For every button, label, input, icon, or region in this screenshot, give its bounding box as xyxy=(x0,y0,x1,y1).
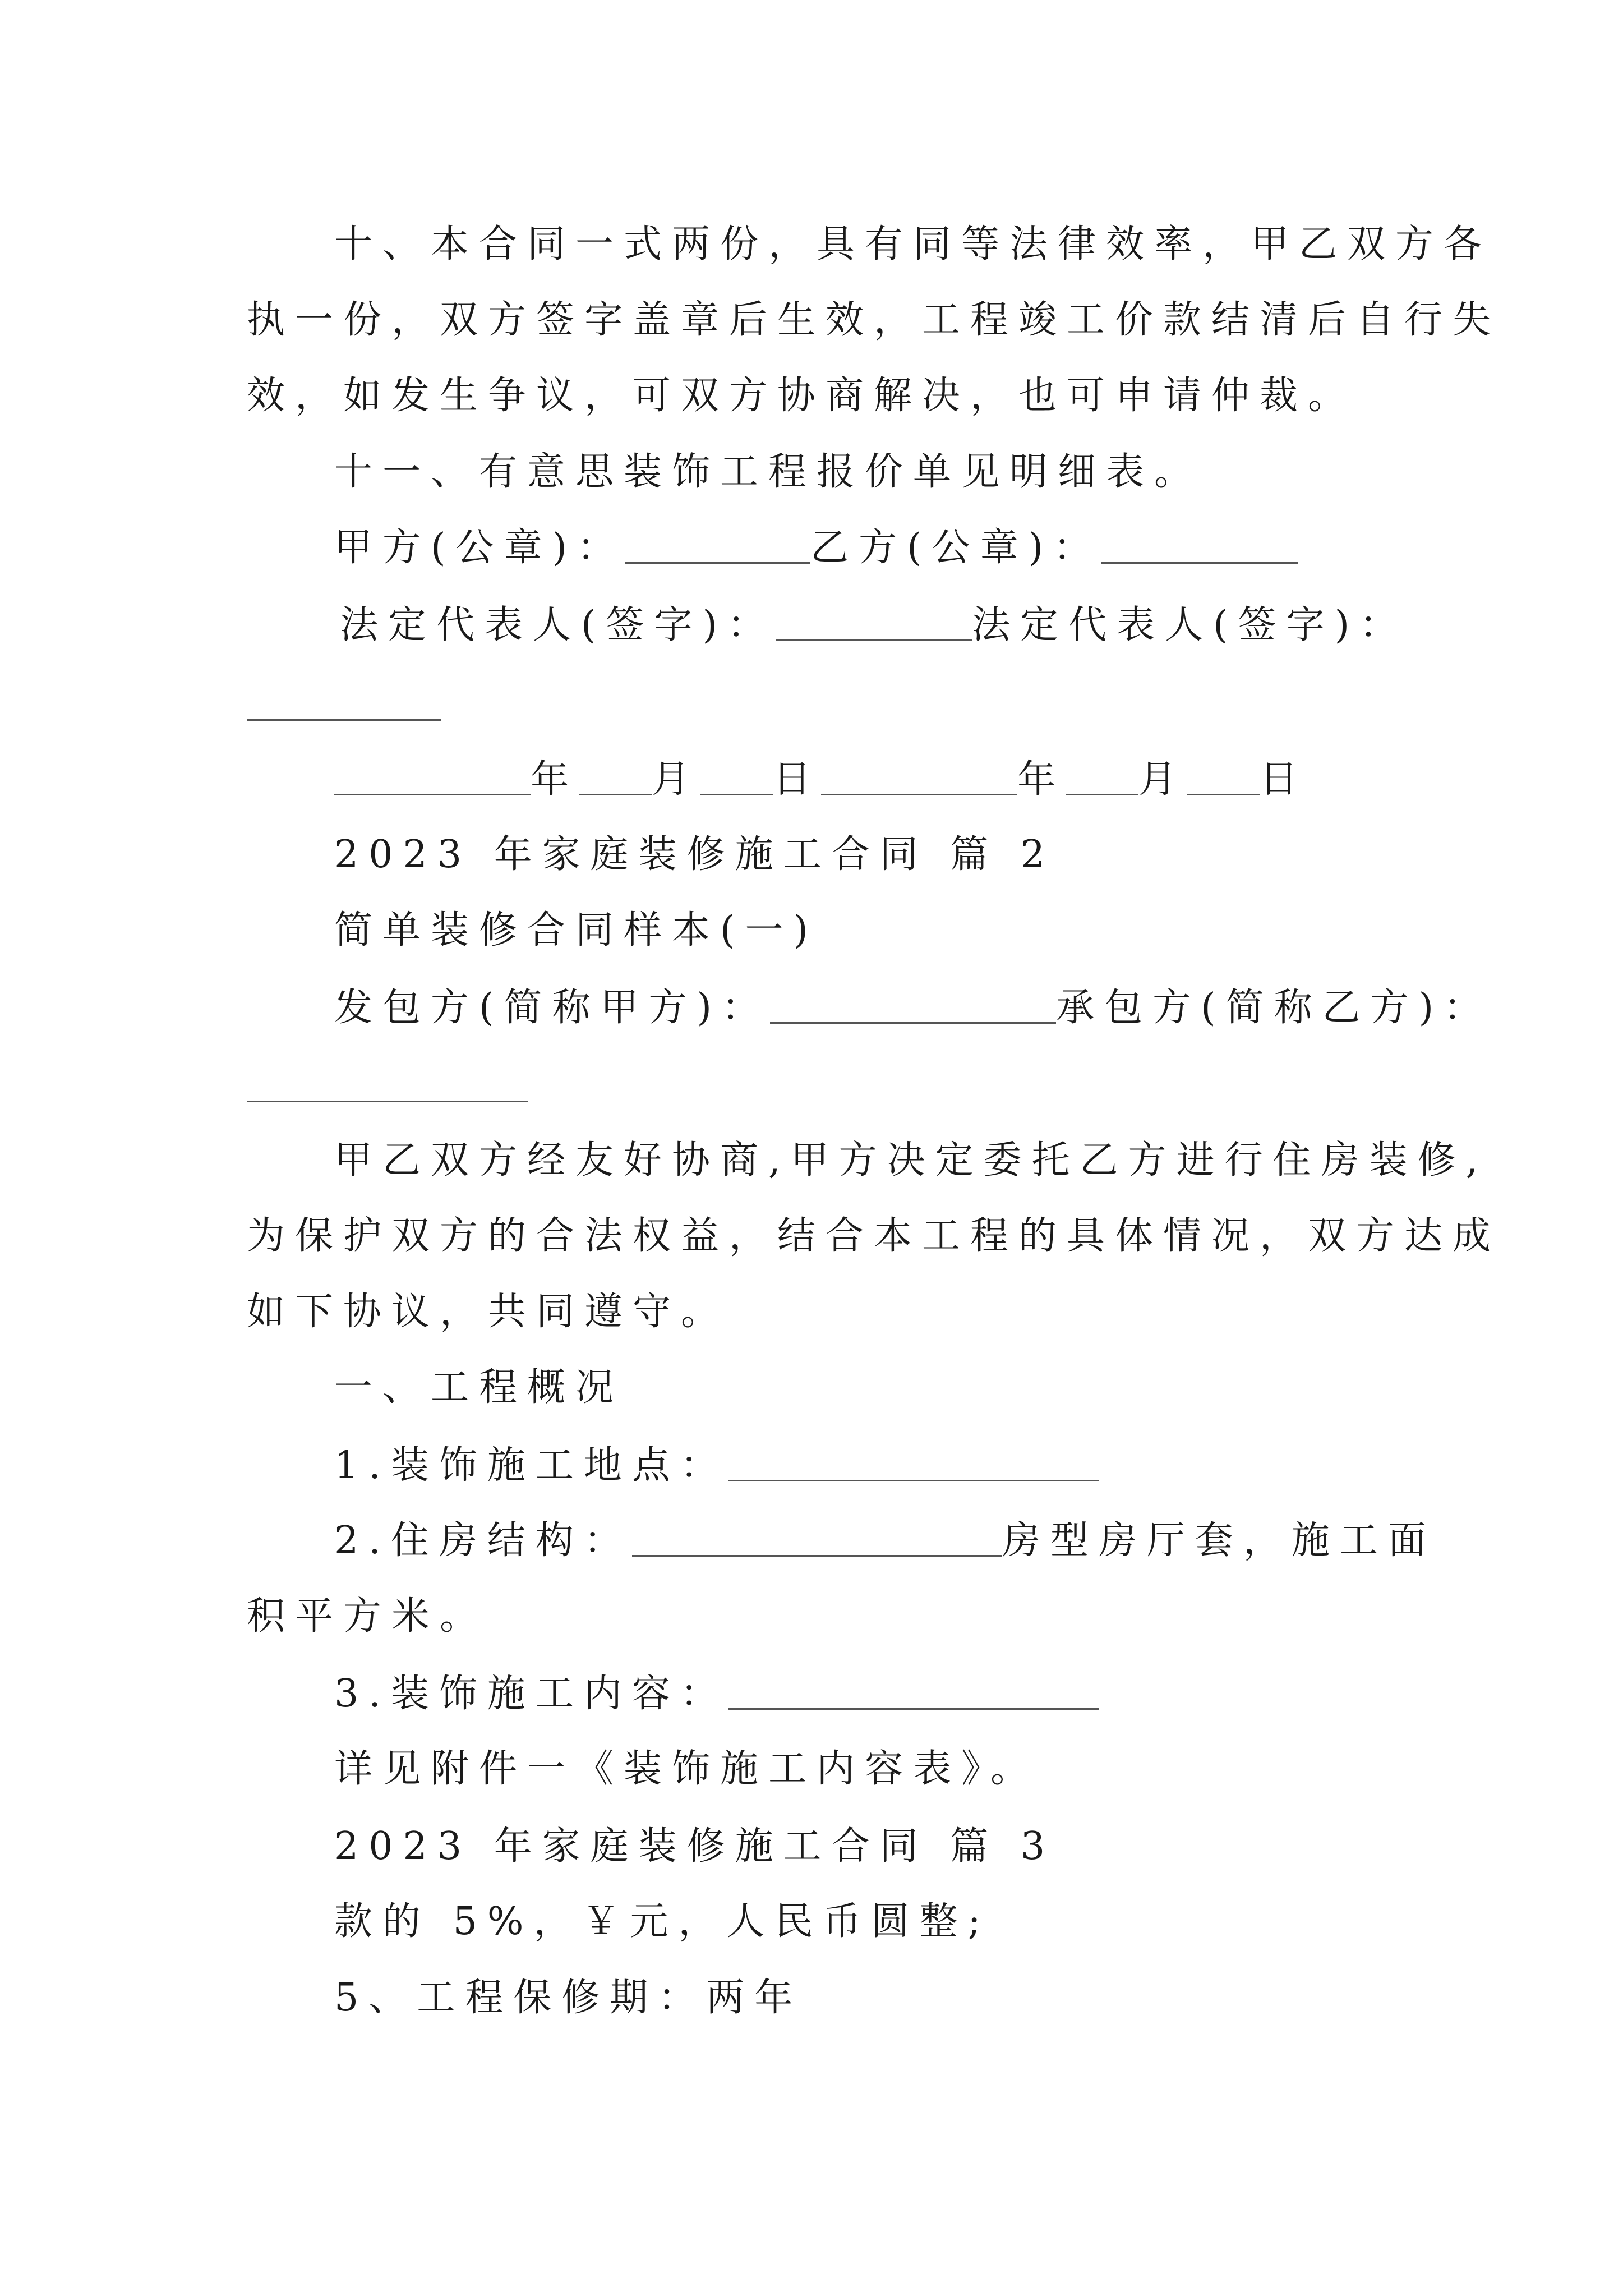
clause-10-line-2: 执一份，双方签字盖章后生效，工程竣工价款结清后自行失 xyxy=(247,298,1501,342)
intro-line-2: 为保护双方的合法权益，结合本工程的具体情况，双方达成 xyxy=(247,1214,1501,1258)
seal-signature-row xyxy=(334,526,1298,570)
party-b-seal-label: 乙方(公章)： xyxy=(810,526,1102,570)
heading-part-2: 2023 年家庭装修施工合同 篇 2 xyxy=(334,832,1055,877)
employer-label: 发包方(简称甲方)： xyxy=(334,986,771,1030)
party-b-representative-blank xyxy=(247,719,441,721)
item-1-row xyxy=(334,1443,1099,1488)
item-2-row xyxy=(334,1519,1436,1563)
item-2-label: 2.住房结构： xyxy=(334,1519,632,1563)
item-3-label: 3.装饰施工内容： xyxy=(334,1672,728,1716)
parties-row xyxy=(334,986,1492,1030)
item-2-blank xyxy=(632,1521,1002,1557)
item-3-blank xyxy=(728,1674,1099,1710)
sample-title: 简单装修合同样本(一) xyxy=(334,908,819,953)
party-b-representative-label: 法定代表人(签字)： xyxy=(972,603,1408,647)
intro-line-3: 如下协议，共同遵守。 xyxy=(247,1290,730,1334)
clause-10-line-1: 十、本合同一式两份，具有同等法律效率，甲乙双方各 xyxy=(334,222,1492,266)
clause-10-line-3: 效，如发生争议，可双方协商解决，也可申请仲裁。 xyxy=(247,374,1357,418)
party-a-seal-blank xyxy=(625,528,810,564)
item-1-blank xyxy=(728,1446,1099,1481)
date-a-day-label: 日 xyxy=(773,757,822,802)
representative-signature-row xyxy=(340,603,1408,647)
payment-line: 款的 5%，￥元，人民币圆整; xyxy=(334,1899,991,1944)
date-a-year-label: 年 xyxy=(531,757,579,802)
item-1-label: 1.装饰施工地点： xyxy=(334,1443,728,1488)
attachment-note: 详见附件一《装饰施工内容表》。 xyxy=(334,1747,1039,1791)
date-b-month-blank xyxy=(1066,760,1138,795)
clause-11: 十一、有意思装饰工程报价单见明细表。 xyxy=(334,450,1203,494)
date-row xyxy=(334,757,1308,802)
item-2-line-2: 积平方米。 xyxy=(247,1594,488,1639)
party-a-representative-label: 法定代表人(签字)： xyxy=(340,603,776,647)
party-a-seal-label: 甲方(公章)： xyxy=(334,526,626,570)
contractor-label: 承包方(简称乙方)： xyxy=(1056,986,1492,1030)
heading-part-3: 2023 年家庭装修施工合同 篇 3 xyxy=(334,1824,1055,1869)
date-a-month-label: 月 xyxy=(652,757,700,802)
date-b-day-label: 日 xyxy=(1260,757,1308,802)
item-2-suffix: 房型房厅套，施工面 xyxy=(1002,1519,1436,1563)
date-b-month-label: 月 xyxy=(1138,757,1187,802)
warranty-line: 5、工程保修期：两年 xyxy=(334,1976,803,2020)
party-b-seal-blank xyxy=(1101,528,1298,564)
section-1-title: 一、工程概况 xyxy=(334,1365,624,1410)
date-a-day-blank xyxy=(700,760,773,795)
date-b-year-label: 年 xyxy=(1017,757,1066,802)
employer-blank xyxy=(770,988,1056,1024)
date-b-day-blank xyxy=(1187,760,1260,795)
contractor-blank xyxy=(247,1101,528,1102)
date-a-year-blank xyxy=(334,760,531,795)
date-b-year-blank xyxy=(821,760,1017,795)
party-a-representative-blank xyxy=(776,606,972,641)
item-3-row xyxy=(334,1672,1099,1716)
date-a-month-blank xyxy=(579,760,652,795)
intro-line-1: 甲乙双方经友好协商,甲方决定委托乙方进行住房装修, xyxy=(334,1138,1488,1182)
